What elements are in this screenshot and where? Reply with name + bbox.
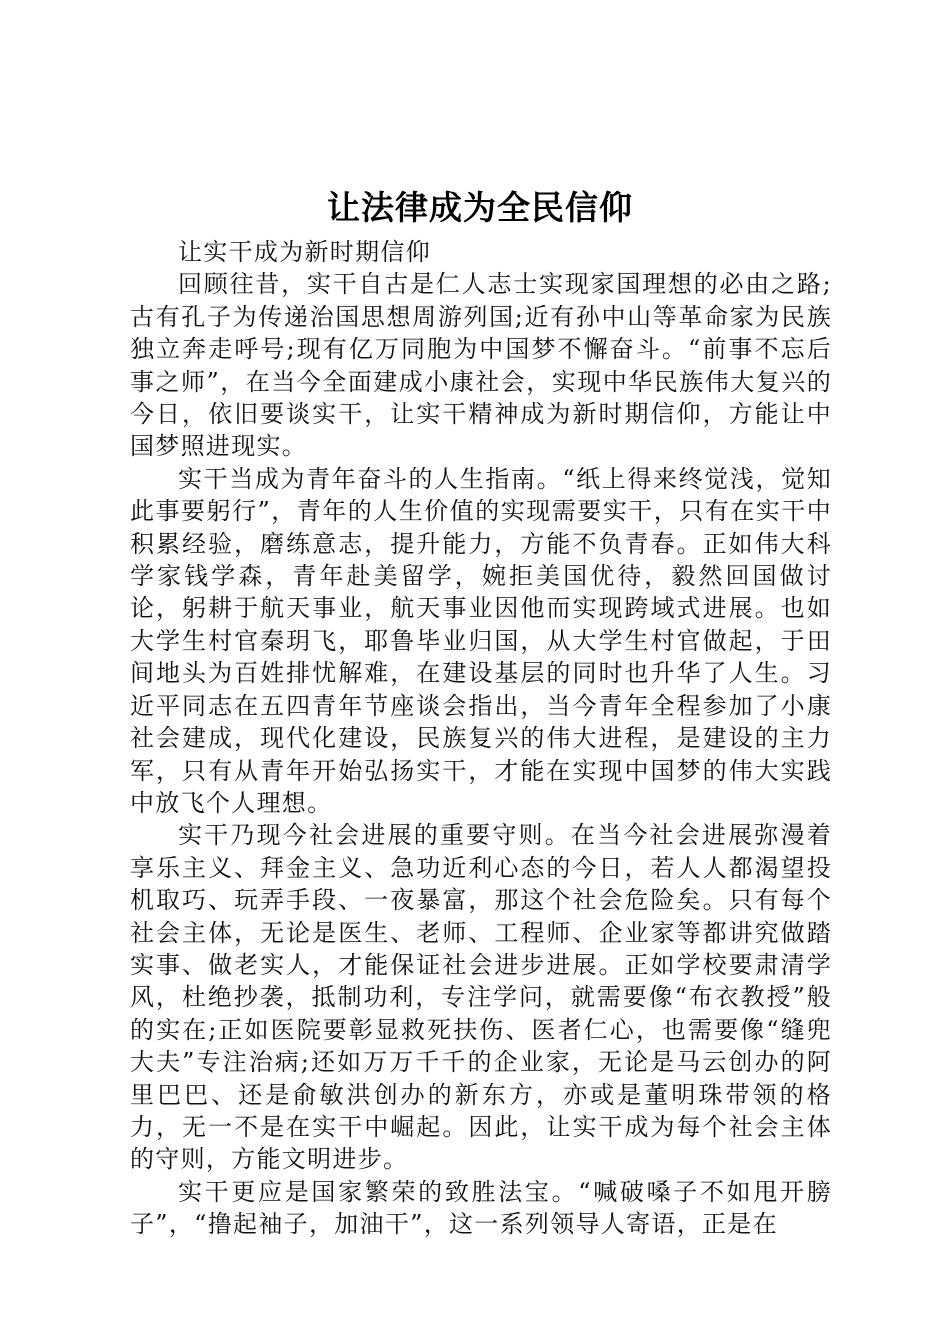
body-paragraph: 回顾往昔，实干自古是仁人志士实现家国理想的必由之路;古有孔子为传递治国思想周游列国;近有孙中山等革命家为民族独立奔走呼号;现有亿万同胞为中国梦不懈奋斗。“前事不忘后事之师”，在当今全面建成小康社会，实现中华民族伟大复兴的今日，依旧要谈实干，让实干精神成为新时期信仰，方能让中国梦照进现实。	[130, 270, 832, 461]
document-title: 让法律成为全民信仰	[327, 188, 633, 227]
body-paragraph: 实干更应是国家繁荣的致胜法宝。“喊破嗓子不如甩开膀子”，“撸起袖子，加油干”，这一系列领导人寄语，正是在	[130, 1177, 832, 1239]
subtitle-paragraph: 让实干成为新时期信仰	[178, 238, 431, 266]
body-paragraph: 实干乃现今社会进展的重要守则。在当今社会进展弥漫着享乐主义、拜金主义、急功近利心态的今日，若人人都渴望投机取巧、玩弄手段、一夜暴富，那这个社会危险矣。只有每个社会主体，无论是医生、老师、工程师、企业家等都讲究做踏实事、做老实人，才能保证社会进步进展。正如学校要肃清学风，杜绝抄袭，抵制功利，专注学问，就需要像“布衣教授”般的实在;正如医院要彰显救死扶伤、医者仁心，也需要像“缝兜大夫”专注治病;还如万万千千的企业家，无论是马云创办的阿里巴巴、还是俞敏洪创办的新东方，亦或是董明珠带领的格力，无一不是在实干中崛起。因此，让实干成为每个社会主体的守则，方能文明进步。	[130, 821, 832, 1174]
body-paragraph: 实干当成为青年奋斗的人生指南。“纸上得来终觉浅，觉知此事要躬行”，青年的人生价值的实现需要实干，只有在实干中积累经验，磨练意志，提升能力，方能不负青春。正如伟大科学家钱学森，青年赴美留学，婉拒美国优待，毅然回国做讨论，躬耕于航天事业，航天事业因他而实现跨域式进展。也如大学生村官秦玥飞，耶鲁毕业归国，从大学生村官做起，于田间地头为百姓排忧解难，在建设基层的同时也升华了人生。习近平同志在五四青年节座谈会指出，当今青年全程参加了小康社会建成，现代化建设，民族复兴的伟大进程，是建设的主力军，只有从青年开始弘扬实干，才能在实现中国梦的伟大实践中放飞个人理想。	[130, 464, 832, 817]
document-body	[130, 236, 832, 1241]
